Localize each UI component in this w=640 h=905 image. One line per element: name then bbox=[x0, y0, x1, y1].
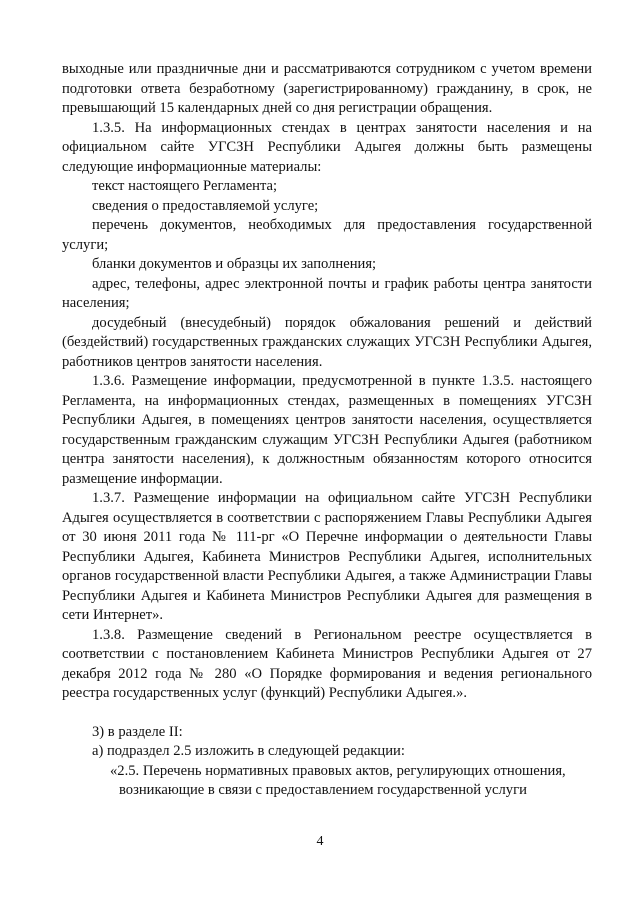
list-item-regulation-text: текст настоящего Регламента; bbox=[92, 178, 278, 194]
list-item-appeal-procedure: досудебный (внесудебный) порядок обжалования решений и действий (бездействий) государственных гражданских служащих УГСЗН Республики Адыгея, работников центров занятости населения. bbox=[62, 314, 592, 370]
paragraph-1-3-7: 1.3.7. Размещение информации на официальном сайте УГСЗН Республики Адыгея осуществляется в соответствии с распоряжением Главы Республики Адыгея от 30 июня 2011 года № 111-рг «О Перечне информации о деятельности Главы Республики Адыгея, Кабинета Министров Республики Адыгея, исполнительных органов государственной власти Республики Адыгея, а также Администрации Главы Республики Адыгея и Кабинета Министров Республики Адыгея для размещения в сети Интернет». bbox=[62, 490, 592, 623]
list-item-contacts: адрес, телефоны, адрес электронной почты и график работы центра занятости населения; bbox=[62, 275, 592, 311]
paragraph-gap bbox=[62, 704, 592, 723]
paragraph-1-3-5: 1.3.5. На информационных стендах в центрах занятости населения и на официальном сайте УГСЗН Республики Адыгея должны быть размещены следующие информационные материалы: bbox=[62, 119, 592, 175]
list-item-documents-list: перечень документов, необходимых для предоставления государственной услуги; bbox=[62, 217, 592, 253]
section-heading: 3) в разделе II: bbox=[92, 723, 183, 740]
quote-line-1: «2.5. Перечень нормативных правовых актов, регулирующих отношения, bbox=[110, 762, 566, 779]
list-item-forms: бланки документов и образцы их заполнения; bbox=[92, 256, 377, 272]
paragraph-1-3-8: 1.3.8. Размещение сведений в Региональном реестре осуществляется в соответствии с постановлением Кабинета Министров Республики Адыгея от 27 декабря 2012 года № 280 «О Порядке формирования и ведения регионального реестра государственных услуг (функций) Республики Адыгея.». bbox=[62, 626, 592, 701]
subsection-line: а) подраздел 2.5 изложить в следующей редакции: bbox=[92, 743, 405, 759]
paragraph-continuation: выходные или праздничные дни и рассматриваются сотрудником с учетом времени подготовки ответа безработному (зарегистрированному) гражданину, в срок, не превышающий 15 календарных дней со дня регистрации обращения. bbox=[62, 61, 592, 116]
paragraph-1-3-6: 1.3.6. Размещение информации, предусмотренной в пункте 1.3.5. настоящего Регламента, на информационных стендах, размещенных в помещениях УГСЗН Республики Адыгея, в помещениях центров занятости населения, осуществляется государственным гражданским служащим УГСЗН Республики Адыгея (работником центра занятости населения), к должностным обязанностям которого относится размещение информации. bbox=[62, 373, 592, 487]
quote-line-2: возникающие в связи с предоставлением государственной услуги bbox=[119, 782, 527, 798]
document-body bbox=[62, 60, 592, 801]
page-number: 4 bbox=[316, 834, 324, 849]
list-item-service-info: сведения о предоставляемой услуге; bbox=[92, 197, 319, 214]
